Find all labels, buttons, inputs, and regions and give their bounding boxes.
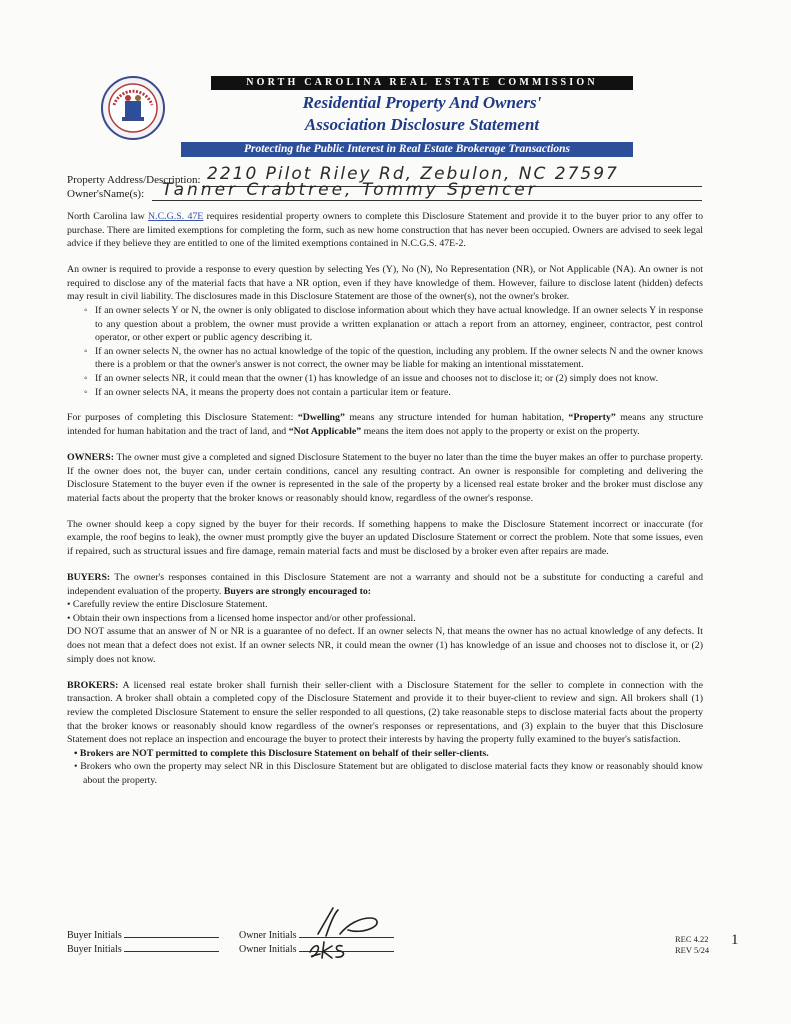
buyers-warning: DO NOT assume that an answer of N or NR is a guarantee of no defect. If an owner selects N, that means the owner has no actual knowledge of any defects. It does not mean that a defect does not exist. If an owner selects NR, it could mean the owner (1) has knowledge of an issue and chooses not to disclose it, or (2) simply does not know. <box>67 626 703 665</box>
statute-link[interactable]: N.C.G.S. 47E <box>148 211 204 222</box>
brokers-bullet: • Brokers are NOT permitted to complete this Disclosure Statement on behalf of their seller-clients. <box>74 747 489 759</box>
purposes-text: For purposes of completing this Disclosure Statement: <box>67 412 298 424</box>
term-property: “Property” <box>568 412 616 424</box>
brokers-heading: BROKERS: <box>67 679 119 691</box>
buyer-initials-row-1 <box>67 928 219 941</box>
term-not-applicable: “Not Applicable” <box>288 425 362 437</box>
purposes-text: means any structure intended for human habitation, <box>344 412 569 424</box>
owner-names-line[interactable] <box>152 200 702 201</box>
buyers-paragraph <box>67 571 703 598</box>
rev-code: REV 5/24 <box>675 945 710 955</box>
buyer-initials-field[interactable] <box>124 928 219 938</box>
intro-paragraph <box>67 210 703 251</box>
form-revision <box>675 934 709 956</box>
buyer-initials-label: Buyer Initials <box>67 944 122 955</box>
form-title <box>211 92 633 136</box>
response-bullet: ◦ If an owner selects Y or N, the owner is only obligated to disclose information about which they have actual knowledge. If an owner selects Y in response to any question about a problem, the owner must provide a written explanation or attach a report from an attorney, engineer, contractor, pest control operator, or other expert or public agency describing it. <box>95 304 703 345</box>
rec-code: REC 4.22 <box>675 934 709 944</box>
buyer-initials-field[interactable] <box>124 942 219 952</box>
owner-initials-label: Owner Initials <box>239 944 297 955</box>
response-bullet: ◦ If an owner selects NA, it means the property does not contain a particular item or feature. <box>95 386 703 400</box>
owner-initials-signature-2 <box>306 938 376 962</box>
owner-initials-label: Owner Initials <box>239 930 297 941</box>
buyers-text: The owner's responses contained in this Disclosure Statement are not a warranty and should not be a substitute for conducting a careful and independent evaluation of the property. <box>67 572 703 597</box>
purposes-text: means any structure intended for human habitation and the tract of land, and <box>67 412 703 437</box>
purposes-paragraph <box>67 411 703 438</box>
term-dwelling: “Dwelling” <box>297 412 345 424</box>
intro-text-1: North Carolina law <box>67 211 149 222</box>
response-bullet: ◦ If an owner selects NR, it could mean that the owner (1) has knowledge of an issue and chooses not to disclose it; or (2) simply does not know. <box>95 372 703 386</box>
intro-text-2: requires residential property owners to complete this Disclosure Statement and provide it to the buyer prior to any offer to purchase. There are limited exemptions for completing the form, such as new home construction that has never been occupied. Owners are advised to seek legal advice if they believe they are entitled to one of the limited exemptions contained in N.C.G.S. 47E-2. <box>67 211 703 250</box>
owners-heading: OWNERS: <box>67 451 115 463</box>
buyers-encouraged: Buyers are strongly encouraged to: <box>223 585 372 597</box>
brokers-paragraph <box>67 679 703 747</box>
property-address-value: 2210 Pilot Riley Rd, Zebulon, NC 27597 <box>207 164 619 184</box>
response-paragraph: An owner is required to provide a response to every question by selecting Yes (Y), No (N), No Representation (NR), or Not Applicable (NA). An owner is not required to disclose any of the material facts that have a NR option, even if they have knowledge of them. However, failure to disclose latent (hidden) defects may result in civil liability. The disclosures made in this Disclosure Statement are those of the owner(s), not the owner's broker. <box>67 264 703 303</box>
owners-paragraph <box>67 451 703 505</box>
property-address-label: Property Address/Description: <box>67 174 201 186</box>
buyer-initials-row-2 <box>67 942 219 955</box>
buyers-bullet: • Obtain their own inspections from a licensed home inspector and/or other professional. <box>67 612 416 624</box>
purposes-text: means the item does not apply to the property or exist on the property. <box>361 425 640 437</box>
owner-names-value: Tanner Crabtree, Tommy Spencer <box>162 180 538 200</box>
form-title-line-2: Association Disclosure Statement <box>304 115 540 134</box>
form-title-line-1: Residential Property And Owners' <box>302 93 542 112</box>
buyers-bullet: • Carefully review the entire Disclosure Statement. <box>67 599 268 611</box>
commission-banner: NORTH CAROLINA REAL ESTATE COMMISSION <box>211 76 633 90</box>
owners-text: The owner must give a completed and signed Disclosure Statement to the buyer no later than the time the buyer makes an offer to purchase property. If the owner does not, the buyer can, under certain conditions, cancel any resulting contract. An owner is responsible for completing and delivering the Disclosure Statement to the buyer even if the owner is represented in the sale of the property by a licensed real estate broker and the broker must disclose any material facts about the property that the broker knows or reasonably should know, regardless of the owner's response. <box>67 451 703 504</box>
buyer-initials-label: Buyer Initials <box>67 930 122 941</box>
page-number: 1 <box>731 932 739 948</box>
disclosure-body <box>67 210 703 787</box>
commission-seal-icon <box>100 75 166 141</box>
brokers-text: A licensed real estate broker shall furnish their seller-client with a Disclosure Statement for the seller to complete in connection with the transaction. A broker shall obtain a completed copy of the Disclosure Statement and provide it to their buyer-client to review and sign. All brokers shall (1) review the completed Disclosure Statement to ensure the seller responded to all questions, (2) take reasonable steps to disclose material facts about the property that the broker knows or reasonably should know regardless of the owner's responses or representations, and (3) explain to the buyer that this Disclosure Statement does not replace an inspection and encourage the buyer to protect their interests by having the property fully examined to the buyer's satisfaction. <box>67 679 703 746</box>
owner-names-label: Owner'sName(s): <box>67 188 145 200</box>
brokers-bullet: • Brokers who own the property may select NR in this Disclosure Statement but are obligated to disclose material facts they know or reasonably should know about the property. <box>74 761 703 786</box>
owners-copy-paragraph: The owner should keep a copy signed by the buyer for their records. If something happens to make the Disclosure Statement incorrect or inaccurate (for example, the roof begins to leak), the owner must promptly give the buyer an updated Disclosure Statement or correct the problem. Note that some issues, even if repaired, such as structural issues and fire damage, remain material facts and must be disclosed by a broker even after repairs are made. <box>67 518 703 557</box>
buyers-heading: BUYERS: <box>67 572 111 584</box>
response-bullet: ◦ If an owner selects N, the owner has no actual knowledge of the topic of the question, including any problem. If the owner selects N and the owner knows there is a problem or that the owner's answer is not correct, the owner may be liable for making an intentional misstatement. <box>95 345 703 372</box>
tagline-bar: Protecting the Public Interest in Real Estate Brokerage Transactions <box>181 142 633 157</box>
response-bullet-list <box>67 304 703 399</box>
